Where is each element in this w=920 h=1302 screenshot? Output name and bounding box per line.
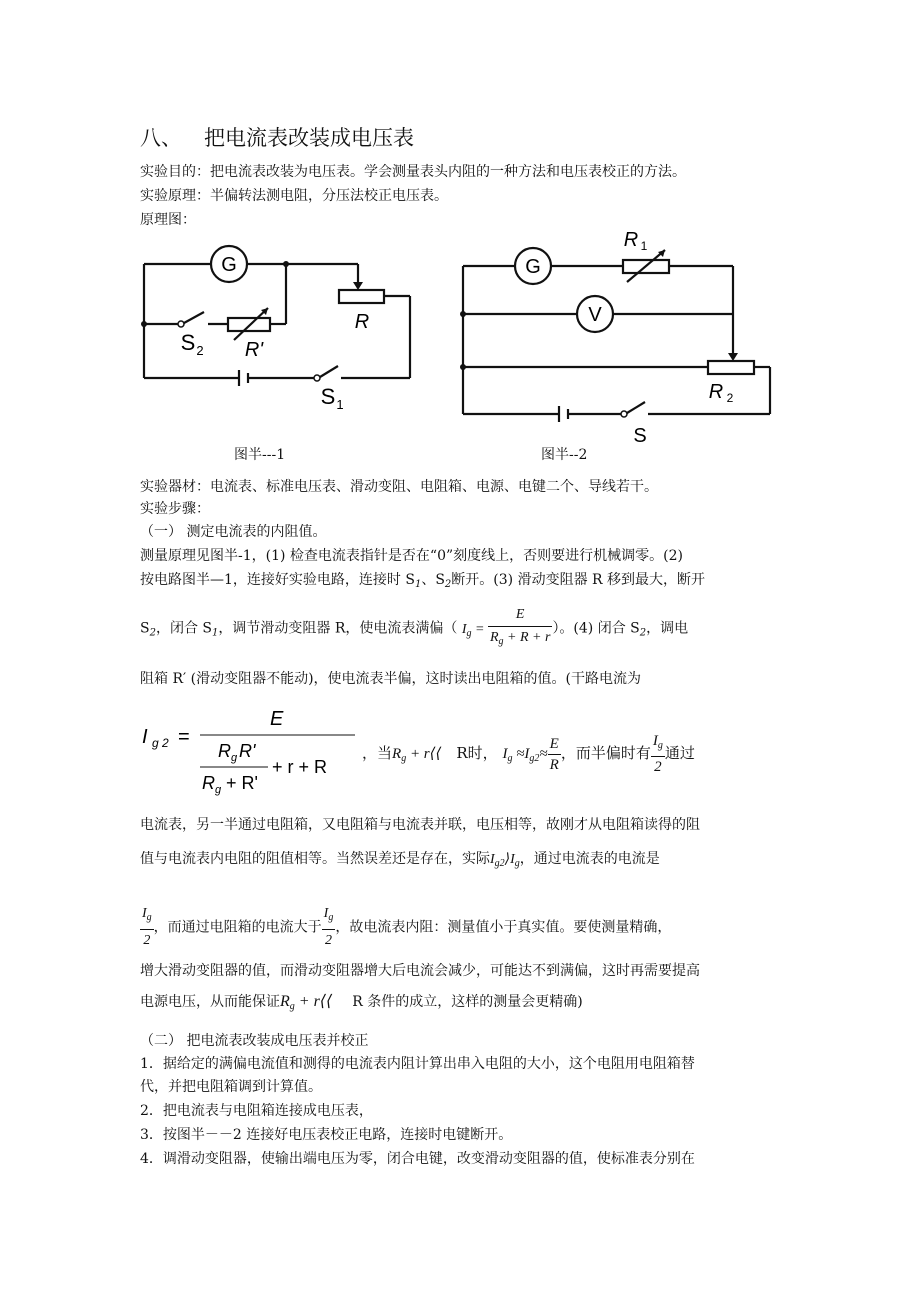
paragraph-line: $\frac{I_g}{2}$ ，而通过电阻箱的电流大于 $\frac{I_g}{2}$ ，故电流表内阻：测量值小于真实值。要使测量精确， bbox=[140, 903, 671, 952]
steps-label: 实验步骤： bbox=[140, 501, 210, 517]
svg-text:R': R' bbox=[239, 741, 256, 761]
diagram-label: 原理图： bbox=[140, 212, 196, 228]
section-number: 八、 bbox=[140, 126, 182, 150]
page-title bbox=[140, 122, 414, 152]
paragraph-line: 电流表，另一半通过电阻箱，又电阻箱与电流表并联，电压相等，故刚才从电阻箱读得的阻 bbox=[140, 817, 700, 833]
svg-text:R: R bbox=[218, 741, 231, 761]
label-r2-sub: 2 bbox=[726, 391, 734, 405]
step-1: 1．据给定的满偏电流值和测得的电流表内阻计算出串入电阻的大小，这个电阻用电阻箱替 bbox=[140, 1056, 695, 1072]
figure-2-caption: 图半--2 bbox=[541, 447, 588, 463]
label-s1-sub: 1 bbox=[336, 397, 344, 412]
circuit-figure-1 bbox=[136, 238, 421, 413]
label-r1-sub: 1 bbox=[640, 239, 648, 253]
paragraph-line: 增大滑动变阻器的值，而滑动变阻器增大后电流会减少，可能达不到满偏，这时再需要提高 bbox=[140, 963, 700, 979]
step-2: 2．把电流表与电阻箱连接成电压表， bbox=[140, 1103, 373, 1119]
label-g: G bbox=[525, 256, 541, 278]
label-r1: R bbox=[623, 229, 639, 251]
purpose-line: 实验目的：把电流表改装为电压表。学会测量表头内阻的一种方法和电压表校正的方法。 bbox=[140, 164, 686, 180]
paragraph-line: ，当$R_g$ + r⟨⟨ R时， $I_g \approx I_{g2}\approx$ $\frac{E}{R}$ ，而半偏时有 $\frac{I_g}{2}$ 通过 bbox=[362, 733, 695, 775]
paragraph-line: 电源电压，从而能保证$R_g$ + r⟨⟨ R 条件的成立，这样的测量会更精确) bbox=[140, 993, 583, 1012]
part-2-heading: （二） 把电流表改装成电压表并校正 bbox=[140, 1033, 369, 1049]
svg-text:g: g bbox=[215, 784, 222, 796]
circuit-figure-2 bbox=[455, 222, 785, 452]
svg-text:g: g bbox=[231, 752, 238, 764]
label-s: S bbox=[633, 425, 647, 447]
label-s2: S bbox=[180, 330, 196, 355]
svg-text:g 2: g 2 bbox=[152, 736, 169, 750]
svg-text:E: E bbox=[270, 708, 284, 730]
label-s2-sub: 2 bbox=[196, 343, 204, 358]
resistor-r bbox=[339, 290, 384, 303]
rheostat-r2 bbox=[708, 361, 754, 374]
section-title: 把电流表改装成电压表 bbox=[204, 126, 414, 150]
part-1-heading: （一） 测定电流表的内阻值。 bbox=[140, 524, 327, 540]
paragraph-line: 按电路图半—1，连接好实验电路，连接时 $S_1$、$S_2$断开。(3) 滑动变阻器 R 移到最大，断开 bbox=[140, 572, 706, 590]
paragraph-line: 测量原理见图半-1，(1) 检查电流表指针是否在“0”刻度线上，否则要进行机械调零。(2) bbox=[140, 548, 683, 564]
formula-ig2-svg bbox=[140, 705, 365, 800]
svg-text:+ R': + R' bbox=[226, 773, 258, 793]
label-s1: S bbox=[320, 384, 336, 409]
principle-line: 实验原理：半偏转法测电阻，分压法校正电压表。 bbox=[140, 188, 448, 204]
paragraph-line: $S_2$，闭合 $S_1$，调节滑动变阻器 R，使电流表满偏（ $I_g$ = $\frac{E}{R_g + R + r}$ ）。(4) 闭合 $S_2$，调电 bbox=[140, 604, 688, 653]
step-3: 3．按图半－－2 连接好电压表校正电路，连接时电键断开。 bbox=[140, 1127, 513, 1143]
fraction: $\frac{E}{R_g + R + r}$ bbox=[488, 604, 552, 653]
svg-text:R: R bbox=[202, 773, 215, 793]
figure-1-caption: 图半---1 bbox=[234, 447, 286, 463]
paragraph-line: 值与电流表内电阻的阻值相等。当然误差还是存在，实际$I_{g2}⟩I_g$，通过电流表的电流是 bbox=[140, 851, 660, 869]
label-g: G bbox=[221, 254, 237, 276]
label-r2: R bbox=[708, 381, 724, 403]
paragraph-line: 阻箱 R′ (滑动变阻器不能动)，使电流表半偏，这时读出电阻箱的值。(干路电流为 bbox=[140, 671, 642, 687]
formula-ig2 bbox=[140, 705, 365, 804]
step-4: 4．调滑动变阻器，使输出端电压为零，闭合电键，改变滑动变阻器的值，使标准表分别在 bbox=[140, 1151, 695, 1167]
label-r: R bbox=[354, 311, 370, 333]
svg-text:+ r + R: + r + R bbox=[272, 757, 328, 777]
equipment-line: 实验器材：电流表、标准电压表、滑动变阻、电阻箱、电源、电键二个、导线若干。 bbox=[140, 479, 658, 495]
svg-text:=: = bbox=[178, 726, 190, 748]
step-1-cont: 代，并把电阻箱调到计算值。 bbox=[140, 1079, 322, 1095]
formula-ig: $I_g$ = bbox=[461, 621, 488, 639]
svg-text:I: I bbox=[142, 726, 148, 748]
label-rprime: R' bbox=[244, 339, 264, 361]
label-v: V bbox=[588, 304, 602, 326]
